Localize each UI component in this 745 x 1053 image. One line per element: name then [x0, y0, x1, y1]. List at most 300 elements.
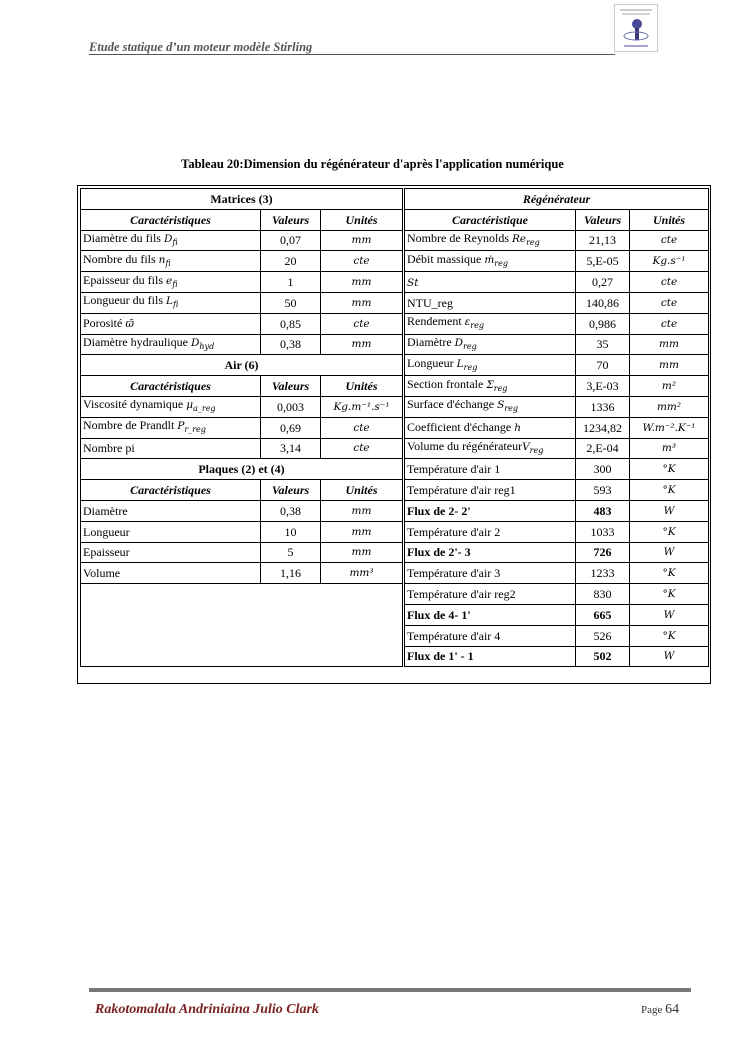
unit-cell — [630, 251, 709, 272]
value-cell — [261, 563, 321, 584]
value-cell — [261, 334, 321, 355]
value-text: 593 — [593, 483, 612, 498]
symbol — [166, 295, 179, 310]
regenerator-table-frame — [77, 185, 711, 684]
label-text: Débit massique — [407, 251, 485, 266]
label-cell — [81, 542, 261, 563]
unit-text: cte — [353, 421, 370, 434]
table-row — [81, 417, 709, 438]
unit-cell — [630, 521, 709, 542]
value-cell — [576, 230, 630, 251]
label-cell — [404, 604, 576, 625]
symbol — [177, 420, 206, 435]
header-rule — [89, 54, 615, 55]
column-header — [321, 480, 404, 501]
table-row — [81, 563, 709, 584]
value-text: 726 — [593, 545, 612, 560]
unit-cell — [321, 292, 404, 313]
value-cell — [261, 438, 321, 459]
table-row — [81, 438, 709, 459]
unit-cell — [630, 480, 709, 501]
value-cell — [576, 625, 630, 646]
symbol — [457, 358, 478, 370]
empty-cell — [81, 584, 404, 667]
unit-cell — [630, 459, 709, 480]
column-header-text: Unités — [653, 212, 686, 227]
column-header — [261, 209, 321, 230]
label-cell — [404, 646, 576, 667]
label-cell — [404, 480, 576, 501]
section-regenerateur — [404, 189, 709, 210]
column-header — [81, 376, 261, 397]
unit-text: mm — [351, 504, 372, 517]
unit-text: Kg.s⁻¹ — [652, 255, 686, 268]
unit-text: W.m⁻².K⁻¹ — [642, 421, 696, 434]
symbol-subscript: a_reg — [193, 404, 216, 414]
label-cell — [404, 251, 576, 272]
label-cell — [404, 584, 576, 605]
value-text: 0,27 — [592, 275, 613, 290]
footer-author: Rakotomalala Andriniaina Julio Clark — [95, 1002, 319, 1017]
symbol-subscript: fi — [172, 279, 178, 289]
table-row — [81, 189, 709, 210]
symbol-letter: P — [177, 420, 185, 433]
column-header-text: Valeurs — [271, 379, 310, 394]
unit-cell — [321, 521, 404, 542]
unit-cell — [321, 438, 404, 459]
unit-cell — [630, 355, 709, 376]
label-text: Diamètre hydraulique — [83, 334, 191, 349]
section-air-text: Air (6) — [224, 358, 259, 373]
symbol — [454, 336, 477, 352]
column-header — [321, 209, 404, 230]
label-cell — [404, 417, 576, 438]
label-cell — [404, 230, 576, 251]
label-text: Epaisseur du fils — [83, 272, 166, 287]
header-title: Etude statique d’un moteur modèle Stirling — [89, 40, 313, 54]
label-text: Flux de 2'- 3 — [407, 545, 471, 560]
symbol — [522, 441, 543, 453]
label-text: Diamètre — [83, 503, 128, 518]
value-cell — [576, 480, 630, 501]
label-text: Diamètre du fils — [83, 230, 164, 245]
label-text: Température d'air 3 — [407, 566, 501, 581]
table-row — [81, 209, 709, 230]
value-text: 0,38 — [280, 337, 301, 352]
unit-text: °K — [662, 588, 676, 601]
symbol-subscript: reg — [494, 258, 508, 268]
value-text: 20 — [284, 254, 297, 269]
column-header — [261, 376, 321, 397]
label-text: Longueur du fils — [83, 293, 166, 308]
unit-cell — [321, 230, 404, 251]
value-cell — [576, 438, 630, 459]
value-cell — [576, 376, 630, 397]
section-matrices-text: Matrices (3) — [210, 191, 273, 206]
label-text: Flux de 2- 2' — [407, 503, 471, 518]
symbol — [511, 232, 540, 248]
unit-cell — [630, 563, 709, 584]
unit-text: °K — [662, 463, 676, 476]
value-text: 1336 — [590, 399, 615, 414]
label-cell — [81, 292, 261, 313]
value-cell — [576, 521, 630, 542]
unit-cell — [630, 438, 709, 459]
label-cell — [404, 272, 576, 293]
value-cell — [576, 334, 630, 355]
symbol-subscript: hyd — [199, 342, 215, 352]
column-header — [81, 480, 261, 501]
symbol — [166, 275, 178, 287]
value-cell — [576, 563, 630, 584]
column-header-text: Valeurs — [271, 483, 310, 498]
label-text: Porosité — [83, 316, 126, 331]
unit-cell — [630, 604, 709, 625]
label-cell — [81, 521, 261, 542]
value-text: 50 — [284, 295, 297, 310]
symbol-letter: Σ — [486, 378, 494, 391]
page-label: Page — [641, 1004, 663, 1016]
symbol-letter: μ — [186, 399, 194, 412]
symbol-subscript: reg — [526, 238, 540, 248]
label-text: Température d'air reg2 — [407, 587, 516, 602]
value-cell — [576, 500, 630, 521]
column-header-text: Unités — [345, 212, 378, 227]
value-text: 0,003 — [277, 399, 304, 414]
value-text: 830 — [593, 587, 612, 602]
label-text: Coefficient d'échange — [407, 420, 515, 435]
value-text: 483 — [593, 503, 612, 518]
symbol-subscript: reg — [470, 321, 484, 331]
value-cell — [576, 251, 630, 272]
label-text: Volume du régénérateur — [407, 438, 523, 453]
label-text: Viscosité dynamique — [83, 397, 187, 412]
label-cell — [81, 313, 261, 334]
column-header-text: Caractéristiques — [130, 483, 211, 498]
unit-cell — [321, 272, 404, 293]
value-text: 0,69 — [280, 420, 301, 435]
column-header-text: Unités — [345, 379, 378, 394]
value-cell — [576, 292, 630, 313]
table-row — [81, 542, 709, 563]
unit-text: W — [663, 504, 675, 517]
unit-cell — [630, 334, 709, 355]
table-row — [81, 584, 709, 605]
label-text: Température d'air 4 — [407, 628, 501, 643]
symbol — [163, 232, 178, 248]
symbol-letter: ϖ̄ — [125, 318, 134, 331]
label-text: Nombre pi — [83, 441, 135, 456]
label-text: Volume — [83, 566, 121, 581]
value-cell — [261, 313, 321, 334]
section-air — [81, 355, 404, 376]
unit-text: cte — [353, 255, 370, 268]
label-text: Température d'air 2 — [407, 524, 501, 539]
unit-cell — [630, 542, 709, 563]
label-text: Flux de 1' - 1 — [407, 649, 474, 664]
symbol — [514, 422, 521, 434]
value-text: 1234,82 — [583, 420, 622, 435]
unit-text: °K — [662, 629, 676, 642]
symbol-letter: h — [514, 422, 521, 435]
label-cell — [404, 625, 576, 646]
footer-page-number — [641, 1002, 679, 1018]
value-text: 1 — [287, 275, 294, 290]
table-caption: Tableau 20:Dimension du régénérateur d'après l'application numérique — [181, 157, 564, 171]
symbol-letter: e — [166, 274, 173, 287]
column-header — [630, 209, 709, 230]
unit-text: °K — [662, 484, 676, 497]
value-cell — [576, 584, 630, 605]
column-header-text: Caractéristiques — [130, 379, 211, 394]
symbol-subscript: fi — [172, 238, 178, 248]
unit-cell — [630, 376, 709, 397]
label-text: Longueur — [83, 524, 130, 539]
unit-cell — [630, 417, 709, 438]
table-row — [81, 230, 709, 251]
symbol-letter: D — [163, 232, 173, 245]
value-cell — [261, 251, 321, 272]
label-text: Surface d'échange — [407, 397, 498, 412]
unit-text: mm — [351, 276, 372, 289]
value-cell — [261, 521, 321, 542]
label-cell — [404, 355, 576, 376]
value-text: 5 — [287, 545, 294, 560]
symbol — [186, 399, 216, 414]
value-cell — [576, 313, 630, 334]
value-text: 21,13 — [589, 233, 616, 248]
column-header — [81, 209, 261, 230]
unit-text: mm — [351, 525, 372, 538]
value-text: 35 — [596, 337, 609, 352]
column-header-text: Caractéristiques — [130, 212, 211, 227]
label-cell — [404, 334, 576, 355]
unit-text: cte — [353, 317, 370, 330]
column-header-text: Valeurs — [271, 212, 310, 227]
value-text: 0,07 — [280, 233, 301, 248]
label-cell — [81, 230, 261, 251]
label-cell — [404, 438, 576, 459]
symbol-letter: D — [454, 336, 464, 349]
unit-text: W — [663, 608, 675, 621]
symbol-letter: ṁ — [484, 253, 495, 266]
symbol-letter: D — [190, 336, 200, 349]
value-text: 665 — [593, 607, 612, 622]
column-header — [261, 480, 321, 501]
value-cell — [576, 646, 630, 667]
symbol-letter: L — [456, 357, 464, 370]
section-matrices — [81, 189, 404, 210]
label-text: Nombre du fils — [83, 251, 159, 266]
symbol-letter: V — [522, 440, 530, 453]
unit-cell — [630, 625, 709, 646]
column-header — [404, 209, 576, 230]
table-row — [81, 272, 709, 293]
label-cell — [81, 251, 261, 272]
symbol — [484, 254, 508, 266]
symbol — [486, 379, 507, 391]
symbol — [159, 254, 171, 266]
value-text: 0,85 — [280, 316, 301, 331]
label-text: Nombre de Prandlt — [83, 418, 178, 433]
value-cell — [261, 272, 321, 293]
value-cell — [576, 272, 630, 293]
value-text: 1,16 — [280, 566, 301, 581]
value-text: 70 — [596, 358, 609, 373]
unit-cell — [321, 251, 404, 272]
unit-cell — [630, 584, 709, 605]
table-row — [81, 292, 709, 313]
unit-cell — [630, 230, 709, 251]
unit-cell — [321, 500, 404, 521]
unit-text: W — [663, 650, 675, 663]
symbol-subscript: reg — [504, 404, 519, 414]
value-cell — [261, 417, 321, 438]
value-text: 526 — [593, 628, 612, 643]
value-cell — [261, 230, 321, 251]
footer-rule — [89, 988, 691, 992]
symbol-letter: S — [497, 399, 505, 412]
symbol-subscript: reg — [529, 446, 544, 455]
column-header — [576, 209, 630, 230]
unit-cell — [321, 313, 404, 334]
column-header — [321, 376, 404, 397]
value-cell — [261, 500, 321, 521]
table-row — [81, 480, 709, 501]
label-cell — [81, 272, 261, 293]
symbol-subscript: reg — [463, 342, 477, 352]
table-row — [81, 521, 709, 542]
value-cell — [261, 542, 321, 563]
label-cell — [404, 563, 576, 584]
label-text: Flux de 4- 1' — [407, 607, 471, 622]
label-text: Température d'air reg1 — [407, 483, 516, 498]
value-text: 1233 — [590, 566, 615, 581]
value-text: 140,86 — [586, 295, 619, 310]
label-text: Rendement — [407, 314, 465, 329]
label-text: NTU_reg — [407, 295, 453, 310]
label-cell — [404, 542, 576, 563]
symbol-subscript: fi — [172, 300, 179, 310]
value-cell — [576, 417, 630, 438]
value-text: 502 — [593, 649, 612, 664]
table-row — [81, 459, 709, 480]
unit-cell — [321, 563, 404, 584]
section-plaques-text: Plaques (2) et (4) — [198, 462, 285, 477]
value-text: 5,E-05 — [586, 254, 619, 269]
label-text: Nombre de Reynolds — [407, 230, 512, 245]
label-cell — [404, 500, 576, 521]
unit-text: Kg.m⁻¹.s⁻¹ — [333, 400, 390, 413]
unit-cell — [321, 417, 404, 438]
university-logo-icon — [614, 4, 658, 52]
label-cell — [81, 500, 261, 521]
symbol — [125, 318, 134, 330]
table-row — [81, 396, 709, 417]
unit-text: mm² — [656, 400, 682, 413]
unit-cell — [630, 313, 709, 334]
unit-text: W — [663, 546, 675, 559]
unit-text: mm³ — [349, 567, 374, 580]
unit-cell — [630, 396, 709, 417]
label-cell — [404, 521, 576, 542]
unit-text: cte — [660, 234, 678, 247]
table-row — [81, 355, 709, 376]
value-text: 3,14 — [280, 441, 301, 456]
label-cell — [81, 396, 261, 417]
unit-cell — [321, 542, 404, 563]
symbol-letter: ε — [464, 316, 471, 329]
symbol — [497, 399, 519, 414]
symbol-subscript: fi — [165, 258, 171, 268]
regenerator-table — [80, 188, 709, 667]
table-row — [81, 334, 709, 355]
table-row — [81, 376, 709, 397]
unit-cell — [630, 500, 709, 521]
label-cell — [81, 563, 261, 584]
column-header-text: Unités — [345, 483, 378, 498]
value-text: 0,986 — [589, 316, 616, 331]
column-header-text: Valeurs — [583, 212, 622, 227]
value-cell — [576, 604, 630, 625]
symbol-letter: St — [407, 276, 419, 289]
unit-text: mm — [351, 338, 372, 351]
unit-text: m³ — [661, 442, 677, 455]
unit-text: cte — [660, 276, 678, 289]
unit-text: cte — [660, 317, 678, 330]
table-row — [81, 313, 709, 334]
unit-text: mm — [659, 338, 679, 351]
label-cell — [404, 313, 576, 334]
value-text: 300 — [593, 462, 612, 477]
symbol-subscript: reg — [463, 362, 478, 372]
value-cell — [576, 542, 630, 563]
unit-text: °K — [662, 525, 676, 538]
unit-cell — [321, 334, 404, 355]
value-text: 10 — [284, 524, 297, 539]
unit-text: cte — [353, 442, 370, 455]
label-cell — [81, 438, 261, 459]
unit-cell — [630, 292, 709, 313]
value-text: 2,E-04 — [586, 441, 619, 456]
section-plaques — [81, 459, 404, 480]
table-row — [81, 251, 709, 272]
table-row — [81, 500, 709, 521]
symbol-letter: Re — [511, 232, 527, 245]
symbol — [464, 316, 484, 331]
label-text: Longueur — [407, 355, 457, 370]
label-cell — [81, 334, 261, 355]
value-cell — [576, 396, 630, 417]
unit-cell — [630, 272, 709, 293]
label-cell — [404, 396, 576, 417]
unit-text: °K — [662, 567, 676, 580]
unit-cell — [630, 646, 709, 667]
value-text: 1033 — [590, 524, 615, 539]
label-cell — [404, 459, 576, 480]
symbol — [407, 277, 418, 289]
label-cell — [81, 417, 261, 438]
unit-text: mm — [351, 234, 372, 247]
unit-text: mm — [351, 546, 372, 559]
section-regenerateur-text: Régénérateur — [522, 191, 591, 206]
value-text: 0,38 — [280, 503, 301, 518]
unit-text: mm — [351, 296, 372, 309]
value-cell — [261, 292, 321, 313]
value-text: 3,E-03 — [586, 379, 619, 394]
value-cell — [576, 355, 630, 376]
symbol — [190, 336, 215, 352]
